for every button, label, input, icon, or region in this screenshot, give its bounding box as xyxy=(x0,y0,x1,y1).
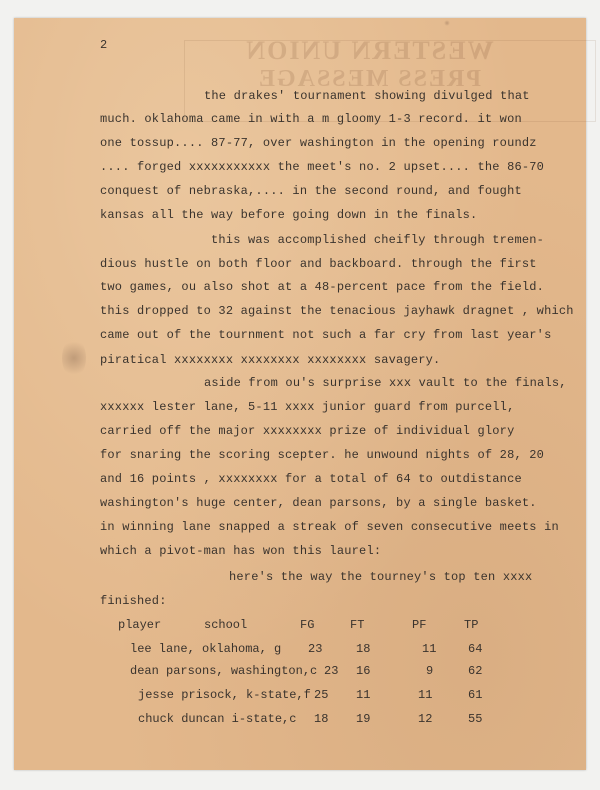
table-cell-fg: 25 xyxy=(314,688,329,702)
text-line-15: carried off the major xxxxxxxx prize of individual glory xyxy=(100,424,515,438)
page-number: 2 xyxy=(100,38,108,52)
table-cell-fg: 23 xyxy=(308,642,323,656)
text-line-12: piratical xxxxxxxx xxxxxxxx xxxxxxxx savagery. xyxy=(100,353,441,367)
text-line-17: and 16 points , xxxxxxxx for a total of 64 to outdistance xyxy=(100,472,522,486)
table-header-pf: PF xyxy=(412,618,427,632)
table-header-player: player xyxy=(118,618,162,632)
text-line-22: finished: xyxy=(100,594,167,608)
text-line-20: which a pivot-man has won this laurel: xyxy=(100,544,382,558)
table-cell-pf: 9 xyxy=(426,664,434,678)
table-cell-fg: 23 xyxy=(324,664,339,678)
text-line-3: one tossup.... 87-77, over washington in the opening roundz xyxy=(100,136,537,150)
table-cell-player: dean parsons, washington,c xyxy=(130,664,318,678)
text-line-8: dious hustle on both floor and backboard. through the first xyxy=(100,257,537,271)
table-cell-tp: 62 xyxy=(468,664,483,678)
table-cell-pf: 11 xyxy=(418,688,433,702)
text-line-18: washington's huge center, dean parsons, by a single basket. xyxy=(100,496,537,510)
table-header-tp: TP xyxy=(464,618,479,632)
table-cell-ft: 19 xyxy=(356,712,371,726)
table-cell-fg: 18 xyxy=(314,712,329,726)
table-cell-tp: 55 xyxy=(468,712,483,726)
table-header-ft: FT xyxy=(350,618,365,632)
table-cell-ft: 11 xyxy=(356,688,371,702)
table-cell-player: chuck duncan i-state,c xyxy=(138,712,297,726)
text-line-19: in winning lane snapped a streak of seven consecutive meets in xyxy=(100,520,559,534)
text-line-11: came out of the tournment not such a far cry from last year's xyxy=(100,328,552,342)
text-line-21: here's the way the tourney's top ten xxxx xyxy=(229,570,533,584)
text-line-10: this dropped to 32 against the tenacious jayhawk dragnet , which xyxy=(100,304,574,318)
table-cell-pf: 12 xyxy=(418,712,433,726)
text-line-6: kansas all the way before going down in the finals. xyxy=(100,208,478,222)
table-cell-tp: 64 xyxy=(468,642,483,656)
text-line-9: two games, ou also shot at a 48-percent pace from the field. xyxy=(100,280,545,294)
text-line-14: xxxxxx lester lane, 5-11 xxxx junior guard from purcell, xyxy=(100,400,515,414)
text-line-2: much. oklahoma came in with a m gloomy 1-3 record. it won xyxy=(100,112,522,126)
text-line-13: aside from ou's surprise xxx vault to the finals, xyxy=(204,376,567,390)
watermark-line-1: WESTERN UNION xyxy=(244,36,494,65)
text-line-1: the drakes' tournament showing divulged that xyxy=(204,89,530,103)
table-cell-pf: 11 xyxy=(422,642,437,656)
typed-page xyxy=(14,18,586,770)
watermark-line-2: PRESS MESSAGE xyxy=(256,66,482,92)
text-line-5: conquest of nebraska,.... in the second round, and fought xyxy=(100,184,522,198)
table-header-fg: FG xyxy=(300,618,315,632)
text-line-7: this was accomplished cheifly through tremen- xyxy=(211,233,545,247)
table-header-school: school xyxy=(204,618,248,632)
table-cell-ft: 16 xyxy=(356,664,371,678)
text-line-4: .... forged xxxxxxxxxxx the meet's no. 2 upset.... the 86-70 xyxy=(100,160,545,174)
ink-mark xyxy=(444,20,450,26)
table-cell-tp: 61 xyxy=(468,688,483,702)
table-cell-player: jesse prisock, k-state,f xyxy=(138,688,311,702)
table-cell-player: lee lane, oklahoma, g xyxy=(130,642,282,656)
ink-smudge xyxy=(62,338,86,378)
table-cell-ft: 18 xyxy=(356,642,371,656)
text-line-16: for snaring the scoring scepter. he unwound nights of 28, 20 xyxy=(100,448,545,462)
